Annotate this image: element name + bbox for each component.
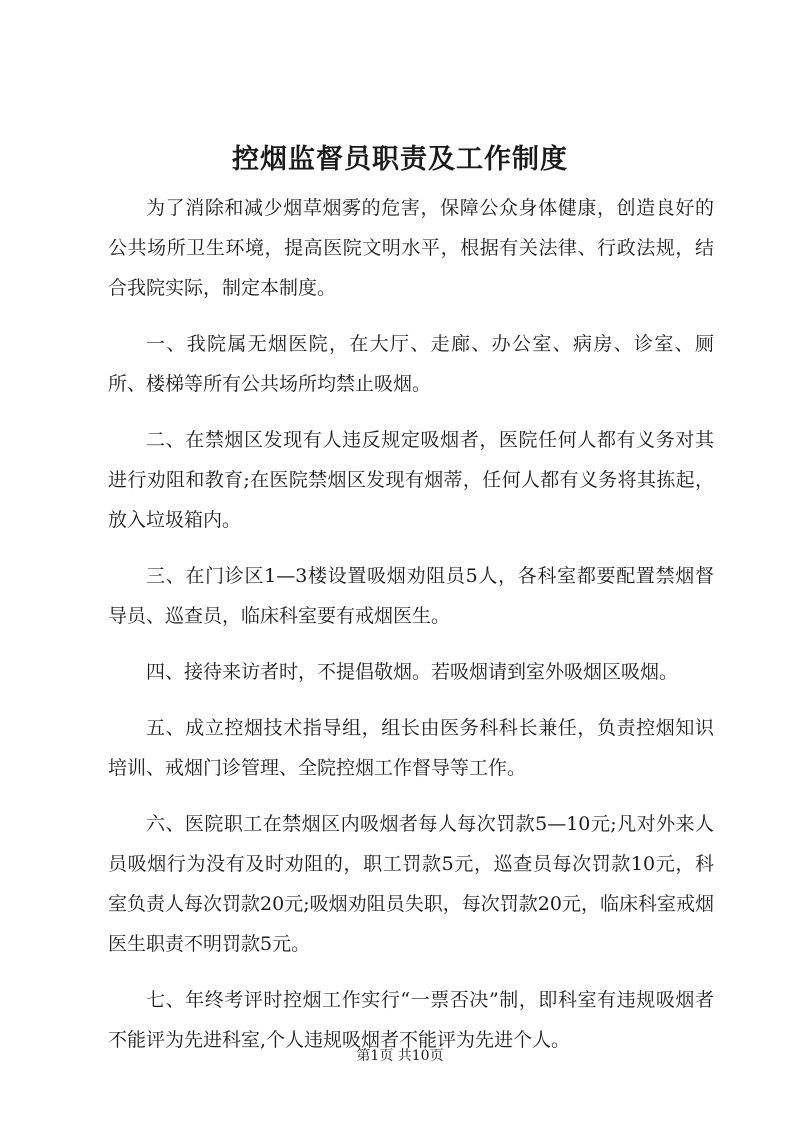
paragraph-rule-3: 三、在门诊区1—3楼设置吸烟劝阻员5人，各科室都要配置禁烟督导员、巡查员，临床科室要有戒烟医生。 [108, 565, 714, 627]
paragraph-rule-7: 七、年终考评时控烟工作实行“一票否决”制，即科室有违规吸烟者不能评为先进科室,个人违规吸烟者不能评为先进个人。 [108, 989, 714, 1051]
paragraph-rule-6: 六、医院职工在禁烟区内吸烟者每人每次罚款5—10元;凡对外来人员吸烟行为没有及时劝阻的，职工罚款5元，巡查员每次罚款10元，科室负责人每次罚款20元;吸烟劝阻员失职，每次罚款20元，临床科室戒烟医生职责不明罚款5元。 [108, 813, 714, 955]
page-number-footer: 第1页 共10页 [356, 1048, 444, 1064]
paragraph-rule-2: 二、在禁烟区发现有人违反规定吸烟者，医院任何人都有义务对其进行劝阻和教育;在医院禁烟区发现有烟蒂，任何人都有义务将其拣起，放入垃圾箱内。 [108, 429, 714, 531]
document-body [108, 188, 714, 1060]
paragraph-rule-1: 一、我院属无烟医院，在大厅、走廊、办公室、病房、诊室、厕所、楼梯等所有公共场所均禁止吸烟。 [108, 333, 714, 395]
document-title: 控烟监督员职责及工作制度 [232, 144, 568, 175]
paragraph-rule-5: 五、成立控烟技术指导组，组长由医务科科长兼任，负责控烟知识培训、戒烟门诊管理、全院控烟工作督导等工作。 [108, 717, 714, 779]
paragraph-intro: 为了消除和减少烟草烟雾的危害，保障公众身体健康，创造良好的公共场所卫生环境，提高医院文明水平，根据有关法律、行政法规，结合我院实际，制定本制度。 [108, 197, 714, 299]
paragraph-rule-4: 四、接待来访者时，不提倡敬烟。若吸烟请到室外吸烟区吸烟。 [146, 661, 679, 683]
